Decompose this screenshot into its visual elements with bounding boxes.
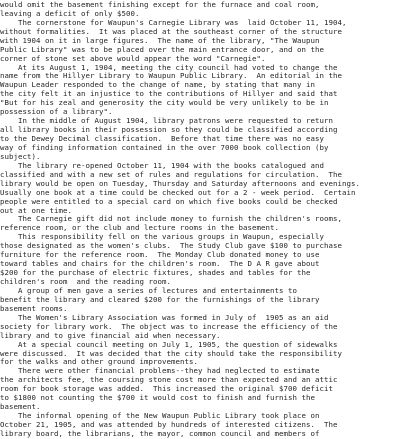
text-line: The Carnegie gift did not include money to furnish the children's rooms, <box>0 214 342 224</box>
text-line: October 21, 1905, and was attended by hundreds of interested citizens. The <box>0 420 338 429</box>
text-line: were discussed. It was decided that the city should take the responsibility <box>0 348 342 358</box>
text-line: In the middle of August 1904, library patrons were requested to return <box>0 116 333 126</box>
text-line: the architects fee, the coursing stone cost more than expected and an attic <box>0 375 338 385</box>
text-line: furniture for the reference room. The Monday Club donated money to use <box>0 250 320 260</box>
text-line: Usually one book at a time could be checked out for a 2 - week period. Certain <box>0 187 356 197</box>
text-line: The library re-opened October 11, 1904 with the books catalogued and <box>0 160 324 170</box>
text-line: $200 for the purchase of electric fixtures, shades and tables for the <box>0 268 311 278</box>
text-line: with 1904 on it in large figures. The name of the library, "The Waupun <box>0 35 320 45</box>
text-line: leaving a deficit of only $500. <box>0 8 140 18</box>
text-line: to $1800 not counting the $700 it would cost to finish and furnish the <box>0 393 315 403</box>
text-line: basement rooms. <box>0 303 68 313</box>
text-line: the city felt it an injustice to the contributions of Hillyer and said that <box>0 89 338 99</box>
text-line: The informal opening of the New Waupun Public Library took place on <box>0 411 320 421</box>
text-line: people were entitled to a special card on which five books could be checked <box>0 196 338 206</box>
text-line: The Women's Library Association was formed in July of 1905 as an aid <box>0 312 329 322</box>
text-line: library would be open on Tuesday, Thursday and Saturday afternoons and evenings. <box>0 178 360 188</box>
text-line: library board, the librarians, the mayor, common council and members of <box>0 428 320 438</box>
text-line: way of finding information contained in the over 7000 book collection (by <box>0 142 329 152</box>
text-line: for the walks and other ground improvements. <box>0 357 198 367</box>
text-line: "But for his zeal and generosity the city would be very unlikely to be in <box>0 98 329 108</box>
text-line: possession of a library". <box>0 107 113 117</box>
text-line: to the Dewey Decimal classification. Before that time there was no easy <box>0 134 324 143</box>
text-line: This responsibility fell on the various groups in Waupun, especially <box>0 232 324 242</box>
text-line: name from the Hillyer Library to Waupun Public Library. An editorial in the <box>0 71 342 81</box>
text-line: Public Library" was to be placed over the main entrance door, and on the <box>0 44 324 54</box>
text-line: without formalities. It was placed at the southeast corner of the structure <box>0 26 342 36</box>
text-line: A group of men gave a series of lectures and entertainments to <box>0 285 297 295</box>
text-line: basement. <box>0 402 41 412</box>
text-line: those designated as the women's clubs. The Study Club gave $100 to purchase <box>0 241 342 251</box>
text-line: At a special council meeting on July 1, 1905, the question of sidewalks <box>0 339 338 349</box>
text-line: reference room, or the club and lecture rooms in the basement. <box>0 223 279 233</box>
text-line: would omit the basement finishing except for the furnace and coal room, <box>0 0 320 9</box>
text-line: classified and with a new set of rules and regulations for circulation. The <box>0 169 342 179</box>
text-line: There were other financial problems--they had neglected to estimate <box>0 366 320 376</box>
text-line: At its August 1, 1904, meeting the city council had voted to change the <box>0 62 338 72</box>
text-line: library and to give financial aid when necessary. <box>0 330 221 340</box>
text-line: all library books in their possession so they could be classified according <box>0 125 338 135</box>
text-line: out at one time. <box>0 205 72 215</box>
text-line: Waupun Leader responded to the change of name, by stating that many in <box>0 80 315 90</box>
text-line: corner of stone set above would appear the word "Carnegie". <box>0 53 266 63</box>
text-line: The cornerstone for Waupun's Carnegie Library was laid October 11, 1904, <box>0 17 347 27</box>
text-line: children's room and the reading room. <box>0 277 171 286</box>
text-line: room for book storage was added. This increased the original $700 deficit <box>0 384 333 394</box>
text-line: society for library work. The object was to increase the efficiency of the <box>0 321 338 331</box>
text-line: subject). <box>0 151 41 161</box>
text-line: toward tables and chairs for the children's room. The D A R gave about <box>0 259 320 269</box>
text-line: benefit the library and cleared $200 for the furnishings of the library <box>0 294 320 304</box>
